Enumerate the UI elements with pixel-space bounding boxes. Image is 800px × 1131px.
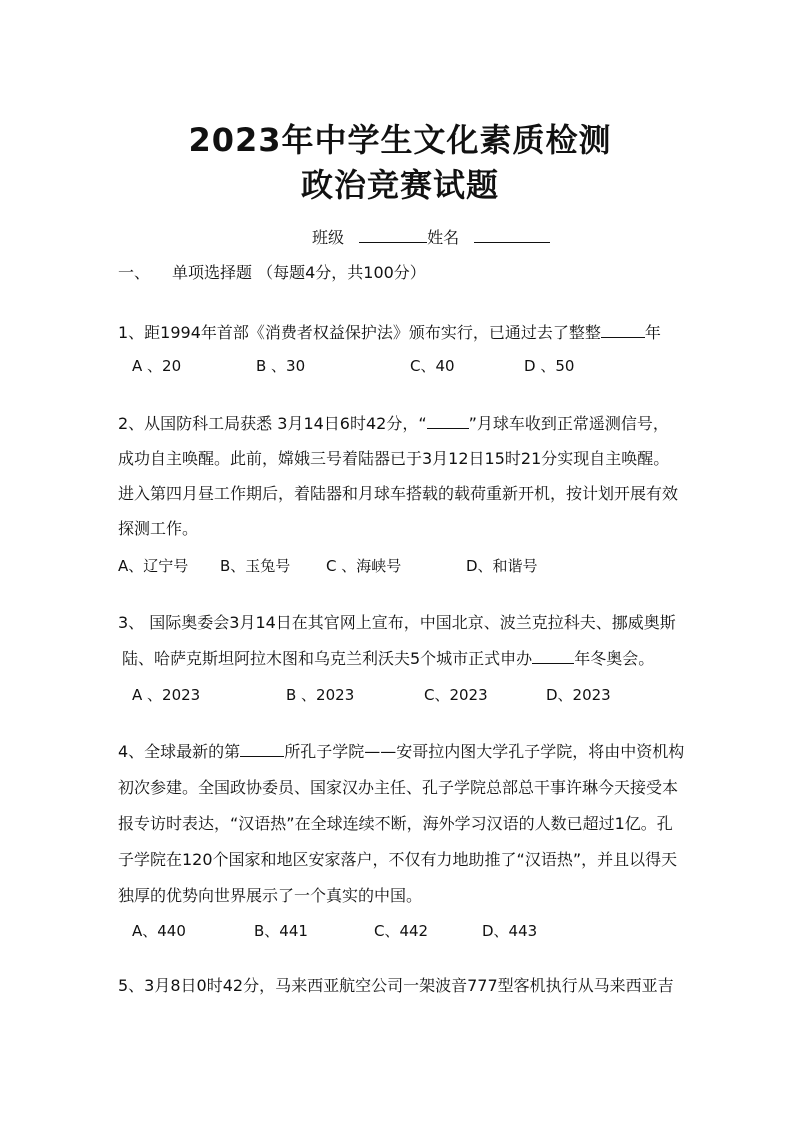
exam-title: 2023年中学生文化素质检测	[188, 121, 612, 159]
question-1	[118, 323, 661, 343]
student-info-row	[312, 228, 550, 248]
q4-option-a: A、440	[132, 922, 186, 940]
exam-subtitle: 政治竞赛试题	[300, 166, 499, 204]
question-1-text: 1、距1994年首部《消费者权益保护法》颁布实行，已通过去了整整	[118, 323, 601, 342]
q4-option-c: C、442	[374, 922, 429, 940]
question-3-text-a: 陆、哈萨克斯坦阿拉木图和乌克兰利沃夫5个城市正式申办	[122, 649, 533, 668]
question-4-blank	[240, 742, 284, 757]
question-1-text-end: 年	[644, 323, 661, 342]
question-3-line-1: 3、 国际奥委会3月14日在其官网上宣布，中国北京、波兰克拉科夫、挪威奥斯	[118, 613, 676, 632]
question-2-text-a: 2、从国防科工局获悉 3月14日6时42分，“	[118, 414, 427, 433]
q1-option-d: D 、50	[524, 357, 575, 375]
section-title: 单项选择题 （每题4分，共100分）	[172, 263, 426, 282]
q1-option-b: B 、30	[256, 357, 306, 375]
question-4-line-4: 子学院在120个国家和地区安家落户，不仅有力地助推了“汉语热”，并且以得天	[118, 850, 678, 869]
q2-option-d: D、和谐号	[466, 557, 538, 575]
q4-option-b: B、441	[254, 922, 308, 940]
question-2-line-3: 进入第四月昼工作期后，着陆器和月球车搭载的载荷重新开机，按计划开展有效	[118, 484, 679, 503]
name-label: 姓名	[427, 228, 460, 247]
q2-option-c: C 、海峡号	[326, 557, 402, 575]
q1-option-c: C、40	[410, 357, 455, 375]
question-4-line-5: 独厚的优势向世界展示了一个真实的中国。	[118, 886, 423, 905]
section-number: 一、	[118, 263, 151, 282]
question-4-line-2: 初次参建。全国政协委员、国家汉办主任、孔子学院总部总干事许琳今天接受本	[118, 778, 679, 797]
q4-option-d: D、443	[482, 922, 538, 940]
q3-option-c: C、2023	[424, 686, 488, 704]
name-blank	[474, 228, 550, 243]
question-2-line-4: 探测工作。	[118, 519, 199, 538]
question-1-blank	[601, 323, 645, 338]
question-2-text-b: ”月球车收到正常遥测信号，	[468, 414, 669, 433]
question-2-blank	[427, 414, 469, 429]
question-2-line-2: 成功自主唤醒。此前，嫦娥三号着陆器已于3月12日15时21分实现自主唤醒。	[118, 449, 670, 468]
q3-option-d: D、2023	[546, 686, 611, 704]
question-4-text-b: 所孔子学院——安哥拉内图大学孔子学院，将由中资机构	[284, 742, 685, 761]
class-label: 班级	[312, 228, 345, 247]
q2-option-a: A、辽宁号	[118, 557, 189, 575]
q3-option-b: B 、2023	[286, 686, 355, 704]
question-4-line-3: 报专访时表达，“汉语热”在全球连续不断，海外学习汉语的人数已超过1亿。孔	[118, 814, 673, 833]
question-3-line-2	[122, 649, 654, 669]
question-4-text-a: 4、全球最新的第	[118, 742, 241, 761]
q2-option-b: B、玉兔号	[220, 557, 291, 575]
question-3-blank	[532, 649, 574, 664]
question-5-line-1: 5、3月8日0时42分，马来西亚航空公司一架波音777型客机执行从马来西亚吉	[118, 976, 674, 995]
class-blank	[359, 228, 427, 243]
q1-option-a: A 、20	[132, 357, 182, 375]
q3-option-a: A 、2023	[132, 686, 201, 704]
question-4-line-1	[118, 742, 684, 762]
question-2-line-1	[118, 414, 669, 434]
question-3-text-b: 年冬奥会。	[574, 649, 655, 668]
